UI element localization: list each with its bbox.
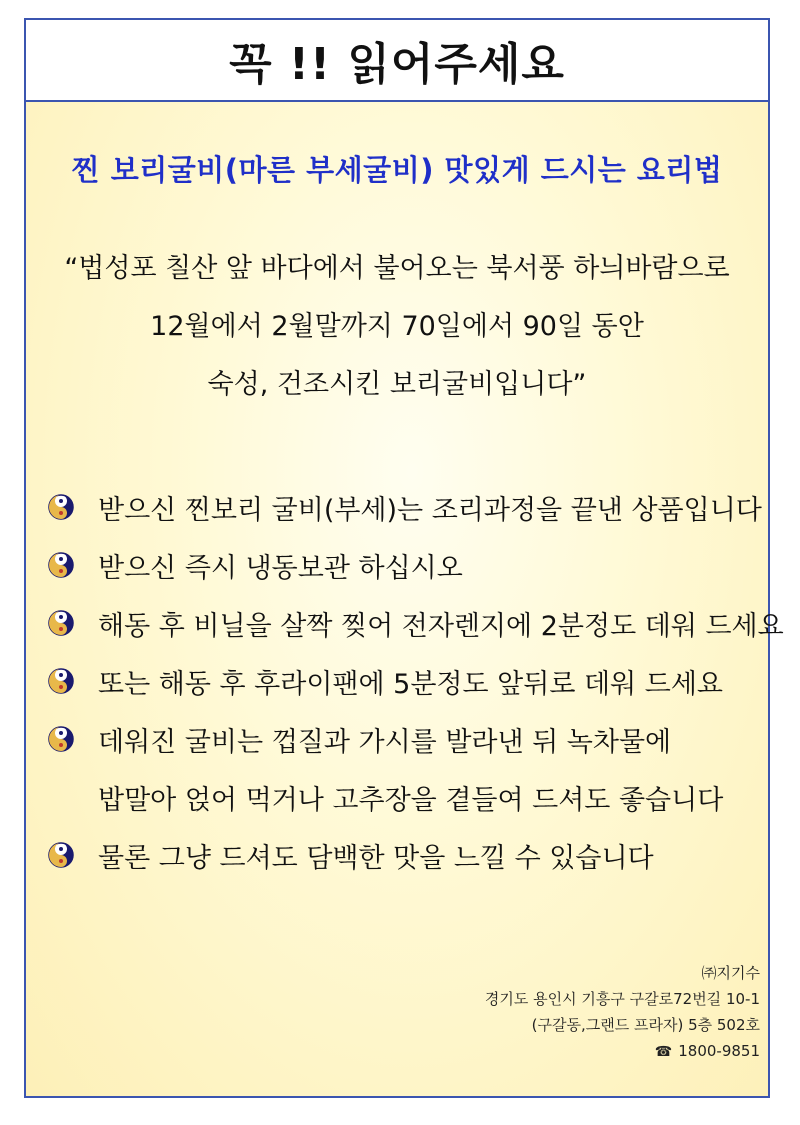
- company-address-line1: 경기도 용인시 기흥구 구갈로72번길 10-1: [484, 990, 760, 1008]
- quote-line: 12월에서 2월말까지 70일에서 90일 동안: [150, 311, 644, 342]
- list-item-text: 해동 후 비닐을 살짝 찢어 전자렌지에 2분정도 데워 드세요: [98, 610, 784, 642]
- quote-line: 숙성, 건조시킨 보리굴비입니다”: [207, 369, 587, 400]
- list-item: [48, 652, 768, 710]
- company-name: ㈜지기수: [701, 964, 760, 982]
- company-phone: 1800-9851: [678, 1042, 760, 1060]
- list-item-text: 받으신 찐보리 굴비(부세)는 조리과정을 끝낸 상품입니다: [98, 494, 762, 526]
- taegeuk-bullet-icon: [48, 494, 74, 520]
- taegeuk-bullet-icon: [48, 842, 74, 868]
- company-address-line2: (구갈동,그랜드 프라자) 5층 502호: [531, 1016, 760, 1034]
- taegeuk-bullet-icon: [48, 552, 74, 578]
- instruction-list: [48, 478, 784, 884]
- notice-frame: [24, 18, 784, 1098]
- list-item-text: 데워진 굴비는 껍질과 가시를 발라낸 뒤 녹차물에: [98, 726, 672, 758]
- list-item-text: 물론 그냥 드셔도 담백한 맛을 느낄 수 있습니다: [98, 842, 654, 874]
- company-phone-row: [485, 1038, 760, 1065]
- taegeuk-bullet-icon: [48, 726, 74, 752]
- list-item-continuation: [48, 768, 768, 826]
- list-item: [48, 594, 784, 652]
- quote-line: “법성포 칠산 앞 바다에서 불어오는 북서풍 하늬바람으로: [64, 253, 730, 284]
- taegeuk-bullet-icon: [48, 668, 74, 694]
- list-item-text: 또는 해동 후 후라이팬에 5분정도 앞뒤로 데워 드세요: [98, 668, 723, 700]
- list-item: [48, 478, 768, 536]
- page-title: 꼭 !! 읽어주세요: [229, 39, 565, 90]
- origin-quote: [26, 240, 768, 414]
- company-footer: [485, 960, 760, 1065]
- recipe-subtitle: 찐 보리굴비(마른 부세굴비) 맛있게 드시는 요리법: [71, 153, 723, 187]
- title-box: [26, 20, 768, 102]
- list-item: [48, 826, 768, 884]
- taegeuk-bullet-icon: [48, 610, 74, 636]
- list-item-text: 밥말아 얹어 먹거나 고추장을 곁들여 드셔도 좋습니다: [98, 784, 724, 816]
- list-item: [48, 536, 768, 594]
- list-item: [48, 710, 768, 768]
- list-item-text: 받으신 즉시 냉동보관 하십시오: [98, 552, 463, 584]
- telephone-icon: ☎: [654, 1044, 673, 1060]
